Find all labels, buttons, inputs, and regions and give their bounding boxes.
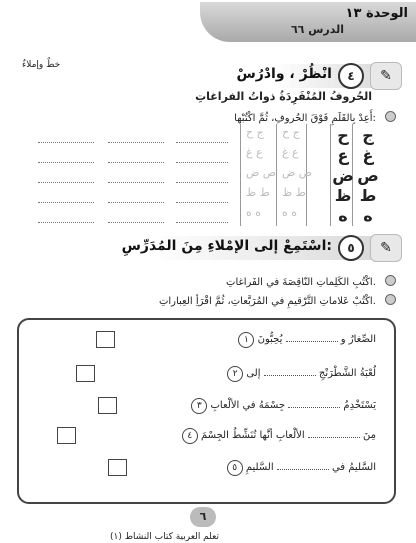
letter-cell: غ xyxy=(362,146,374,165)
trace-letters: ط ظ xyxy=(282,186,306,199)
dictation-question xyxy=(191,398,376,414)
section5-instr2-row xyxy=(159,289,396,308)
letter-cell: ص xyxy=(357,166,379,185)
section4-title: انْظُرْ ، وادْرُسْ xyxy=(236,66,332,82)
letter-cell: ه xyxy=(363,206,373,225)
unit-title: الوحدة ١٣ xyxy=(345,6,408,21)
trace-letters: ط ظ xyxy=(246,186,270,199)
writing-line[interactable] xyxy=(176,221,228,223)
trace-letters: ع غ xyxy=(246,146,263,159)
writing-line[interactable] xyxy=(108,201,164,203)
writing-line[interactable] xyxy=(108,221,164,223)
bullet-icon xyxy=(385,275,396,286)
punctuation-box[interactable] xyxy=(76,365,95,382)
trace-letters: ص ض xyxy=(282,166,313,179)
letter-cell: ج xyxy=(362,126,374,145)
dictation-question xyxy=(182,428,376,444)
writing-line[interactable] xyxy=(38,201,94,203)
writing-line[interactable] xyxy=(108,141,164,143)
blank-line[interactable] xyxy=(308,437,360,438)
letter-cell: ظ xyxy=(334,186,352,205)
writing-line[interactable] xyxy=(38,161,94,163)
page-number: ٦ xyxy=(190,507,216,527)
question-text: مِنَ xyxy=(197,430,376,441)
question-number: ٣ xyxy=(191,398,207,414)
blank-line[interactable] xyxy=(264,375,316,376)
handwriting-label: خطٌ وإملاءٌ xyxy=(22,60,61,70)
letter-cell: ه xyxy=(338,206,348,225)
trace-letters: ج ح xyxy=(246,126,264,139)
dictation-question xyxy=(238,332,376,348)
letter-cell: ع xyxy=(337,146,349,165)
question-number: ٢ xyxy=(227,366,243,382)
question-text: يُحِبُّونَ xyxy=(257,334,286,345)
section4-subtitle: الحُروفُ المُنْفَرِدَةُ ذواتُ الفراغاتِ xyxy=(195,90,372,103)
blank-line[interactable] xyxy=(288,407,340,408)
question-number: ١ xyxy=(238,332,254,348)
question-text: إلى xyxy=(246,368,264,379)
section4-instruction: أَعِدْ بِالقَلَمِ فَوْقَ الحُروفِ، ثُمَّ اكْتُبْها: xyxy=(234,113,376,124)
question-text: السَّليمُ في xyxy=(242,462,376,473)
section5-instruction-2: اكْتُبْ عَلاماتِ التَّرْقيمِ في المُرَبَّعاتِ، ثُمَّ اقْرَأِ العِباراتِ. xyxy=(158,296,376,307)
writing-line[interactable] xyxy=(38,181,94,183)
punctuation-box[interactable] xyxy=(57,427,76,444)
lesson-title: الدرس ٦٦ xyxy=(290,23,344,36)
trace-letters: ع غ xyxy=(282,146,299,159)
footer-book: تعلم العربية كتاب النشاط (١) xyxy=(110,532,219,542)
section4-instruction-row xyxy=(234,106,396,125)
letter-cell: ض xyxy=(332,166,354,185)
pencil-icon: ✎ xyxy=(370,234,402,262)
blank-line[interactable] xyxy=(277,469,329,470)
punctuation-box[interactable] xyxy=(108,459,127,476)
dictation-question xyxy=(227,460,376,476)
writing-line[interactable] xyxy=(176,141,228,143)
letter-cell: ح xyxy=(337,126,349,145)
writing-line[interactable] xyxy=(176,201,228,203)
question-number: ٥ xyxy=(227,460,243,476)
blank-line[interactable] xyxy=(286,341,338,342)
question-text: يَسْتَخْدِمُ xyxy=(207,400,376,411)
bullet-icon xyxy=(385,294,396,305)
writing-line[interactable] xyxy=(176,181,228,183)
bullet-icon xyxy=(385,111,396,122)
section5-instr1-row xyxy=(226,270,396,289)
writing-line[interactable] xyxy=(108,161,164,163)
trace-letters: ص ض xyxy=(246,166,277,179)
punctuation-box[interactable] xyxy=(98,397,117,414)
section5-instruction-1: اكْتُبِ الكَلِماتِ النّاقِصَةَ في الفَراغاتِ. xyxy=(226,277,376,288)
writing-line[interactable] xyxy=(176,161,228,163)
letter-cell: ط xyxy=(359,186,377,205)
writing-line[interactable] xyxy=(38,141,94,143)
writing-line[interactable] xyxy=(38,221,94,223)
question-text: الصِّغارُ و xyxy=(254,334,376,345)
question-text: جِسْمَهُ في الألْعابِ xyxy=(210,400,289,411)
question-text: السَّليمِ xyxy=(245,462,277,473)
pencil-icon: ✎ xyxy=(370,62,402,90)
dictation-question xyxy=(227,366,376,382)
section5-badge: ٥ xyxy=(338,235,364,261)
section5-title: اسْتَمِعْ إلى الإمْلاءِ مِنَ المُدَرِّسِ: xyxy=(121,238,332,254)
trace-letters: ه ه xyxy=(282,206,298,219)
question-number: ٤ xyxy=(182,428,198,444)
trace-letters: ه ه xyxy=(246,206,262,219)
writing-line[interactable] xyxy=(108,181,164,183)
question-text: الألْعابِ أنَّها تُنَشِّطُ الجِسْمَ xyxy=(201,430,308,441)
punctuation-box[interactable] xyxy=(96,331,115,348)
section4-badge: ٤ xyxy=(338,63,364,89)
trace-letters: ج ح xyxy=(282,126,300,139)
question-text: لُعْبَةُ الشَّطْرَنْجِ xyxy=(243,368,376,379)
